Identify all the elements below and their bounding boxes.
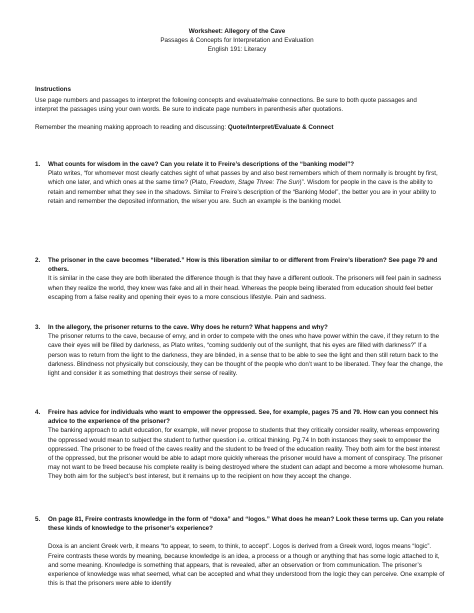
question-2 xyxy=(35,256,445,302)
answer-text: It is similar in the case they are both liberated the difference though is that they have a different outlook. The prisoners will feel pain in sadness when they realize the world, they knew was fake and all in their head. Whereas the people being liberated from education should feel better escaping from a false reality and opening their eyes to a more conscious lifestyle. Pain and sadness. xyxy=(48,275,442,301)
question-text: On page 81, Freire contrasts knowledge in the form of “doxa” and “logos.” What does he mean? Look these terms up. Can you relate these kinds of knowledge to the prisoner’s experience? xyxy=(48,516,444,533)
question-number: 4. xyxy=(35,409,41,416)
answer-text: Doxa is an ancient Greek verb, it means “to appear, to seem, to think, to accept”. Logos is derived from a Greek word, logos means “logic”. Freire contrasts these words by meaning, because knowledge is an idea, a process or a though or anything that has some logic attached to it, and some meaning. Knowledge is something that appears, that is revealed, after an observation or from communication. The prisoner’s experience of knowledge was what seemed, what can be accepted and what they understood from the logic they can perceive. One example of this is that the prisoners were able to identify xyxy=(48,543,445,588)
question-number: 3. xyxy=(35,324,41,331)
question-text: What counts for wisdom in the cave? Can you relate it to Freire’s descriptions of the “banking model”? xyxy=(48,161,355,168)
worksheet-title: Worksheet: Allegory of the Cave xyxy=(188,28,286,35)
question-1 xyxy=(35,160,445,206)
remember-line xyxy=(35,124,445,131)
question-3 xyxy=(35,323,445,378)
question-number: 5. xyxy=(35,516,41,523)
question-text: Freire has advice for individuals who want to empower the oppressed. See, for example, pages 75 and 79. How can you connect his advice to the experience of the prisoner? xyxy=(48,409,439,426)
worksheet-subtitle: Passages & Concepts for Interpretation and Evaluation xyxy=(160,37,314,44)
answer-text: The prisoner returns to the cave, because of envy, and in order to compete with the ones who have power within the cave, if they return to the cave their eyes will be filled by darkness, as Plato writes, “coming suddenly out of the sunlight, that his eyes are filled with darkness?” If a person was to return from the light to the darkness, they are blinded, in a sense that to be able to see the light and then still return back to the darkness. Blindness not physically but consciously, they can be thought of the people who don’t want to be liberated. They fear the change, the light and consider it as something that destroys their sense of reality. xyxy=(48,333,443,378)
question-text: The prisoner in the cave becomes “liberated.” How is this liberation similar to or different from Freire’s liberation? See page 79 and others. xyxy=(48,257,438,274)
remember-approach: Quote/Interpret/Evaluate & Connect xyxy=(227,124,334,131)
remember-text: Remember the meaning making approach to reading and discussing: xyxy=(35,124,228,131)
question-4 xyxy=(35,408,445,482)
instructions-body: Use page numbers and passages to interpret the following concepts and evaluate/make connections. Be sure to both quote passages and interpret the passages using your own words. Be sure to indicate page numbers in parenthesis after quotations. xyxy=(35,97,417,114)
question-5 xyxy=(35,515,445,588)
answer-citation: Freedom, Stage Three: The Sun xyxy=(209,179,300,187)
question-number: 1. xyxy=(35,161,41,168)
instructions-heading: Instructions xyxy=(35,86,72,93)
answer-part: Plato writes, “for whomever most clearly catches sight of what passes by and also best remembers which of them normally is brought by first, which one later, and which ones at the same time? (Plato, xyxy=(48,170,438,187)
question-text: In the allegory, the prisoner returns to the cave. Why does he return? What happens and why? xyxy=(48,324,328,331)
answer-part: )”. Wisdom for people in the cave is the ability to retain and remember what they see in the shadows. Similar to Freire’s description of the “Banking Model”, the better you are in your ability to retain and remember the deposited information, the wiser you are. Such an example is the banking model. xyxy=(48,179,436,205)
course-name: English 191: Literacy xyxy=(207,46,267,53)
question-number: 2. xyxy=(35,257,41,264)
answer-text: The banking approach to adult education, for example, will never propose to students that they critically consider reality, whereas empowering the oppressed would mean to subject the student to further question i.e. critical thinking. Pg.74 In both instances they seek to empower the oppressed. The prisoner to be freed of the caves reality and the student to be freed of the education reality. They both aim for the best interest of the oppressed, but the prisoner would be able to adapt more quickly whereas the prisoner would have a moment of conspiracy. The prisoner may not want to be freed because his complete reality is being destroyed where the student can adapt and become a more wholesome human. They both aim for the subject’s best interest, but it remains up to the recipient on how they accept the change. xyxy=(48,427,444,481)
answer-text xyxy=(48,169,445,206)
